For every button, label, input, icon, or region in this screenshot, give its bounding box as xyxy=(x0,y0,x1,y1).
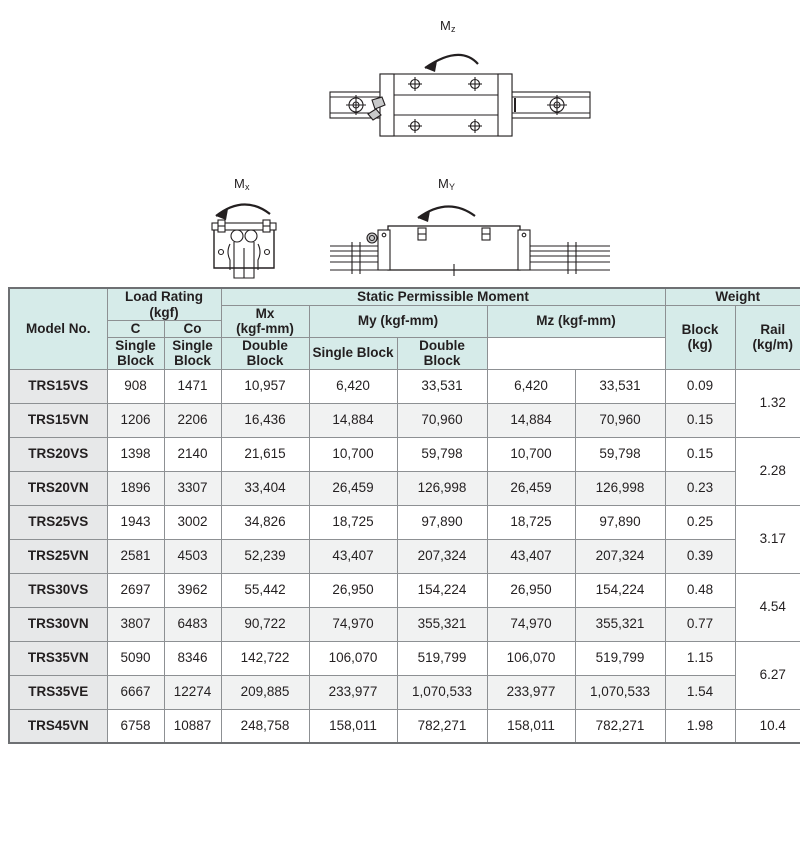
cell-c: 908 xyxy=(107,369,164,403)
cell-my-double: 207,324 xyxy=(397,539,487,573)
cell-co: 3307 xyxy=(164,471,221,505)
cell-mz-double: 207,324 xyxy=(575,539,665,573)
cell-mz-single: 26,459 xyxy=(487,471,575,505)
cell-block: 1.15 xyxy=(665,641,735,675)
cell-my-double: 154,224 xyxy=(397,573,487,607)
cell-block: 0.77 xyxy=(665,607,735,641)
cell-mx: 33,404 xyxy=(221,471,309,505)
cell-c: 3807 xyxy=(107,607,164,641)
cell-co: 2206 xyxy=(164,403,221,437)
header-load-rating xyxy=(107,288,221,321)
cell-my-single: 158,011 xyxy=(309,709,397,743)
table-row xyxy=(9,539,800,573)
cell-my-single: 106,070 xyxy=(309,641,397,675)
header-c: C xyxy=(107,321,164,338)
cell-mz-double: 70,960 xyxy=(575,403,665,437)
cell-mz-single: 26,950 xyxy=(487,573,575,607)
cell-mz-double: 519,799 xyxy=(575,641,665,675)
header-mx-line2: (kgf-mm) xyxy=(236,321,294,337)
cell-block: 0.15 xyxy=(665,437,735,471)
cell-mz-double: 782,271 xyxy=(575,709,665,743)
cell-mz-single: 106,070 xyxy=(487,641,575,675)
moment-diagrams xyxy=(0,0,800,286)
cell-mx: 55,442 xyxy=(221,573,309,607)
table-header xyxy=(9,288,800,369)
cell-my-single: 233,977 xyxy=(309,675,397,709)
table-row xyxy=(9,573,800,607)
table-body xyxy=(9,369,800,743)
cell-co: 1471 xyxy=(164,369,221,403)
cell-mz-single: 43,407 xyxy=(487,539,575,573)
cell-my-double: 519,799 xyxy=(397,641,487,675)
header-rail-weight xyxy=(735,305,800,369)
cell-model-no: TRS45VN xyxy=(9,709,107,743)
header-my: My (kgf-mm) xyxy=(309,305,487,337)
cell-model-no: TRS15VS xyxy=(9,369,107,403)
cell-mz-double: 97,890 xyxy=(575,505,665,539)
cell-mx: 10,957 xyxy=(221,369,309,403)
table-row xyxy=(9,403,800,437)
header-my-double-block: Double Block xyxy=(221,337,309,369)
header-weight: Weight xyxy=(665,288,800,305)
cell-mx: 248,758 xyxy=(221,709,309,743)
cell-mz-single: 233,977 xyxy=(487,675,575,709)
cell-my-double: 126,998 xyxy=(397,471,487,505)
cell-rail-weight: 6.27 xyxy=(735,641,800,709)
cell-model-no: TRS20VN xyxy=(9,471,107,505)
cell-mz-single: 14,884 xyxy=(487,403,575,437)
cell-c: 2581 xyxy=(107,539,164,573)
cell-mx: 34,826 xyxy=(221,505,309,539)
cell-my-double: 355,321 xyxy=(397,607,487,641)
cell-mx: 209,885 xyxy=(221,675,309,709)
cell-model-no: TRS15VN xyxy=(9,403,107,437)
cell-mz-single: 18,725 xyxy=(487,505,575,539)
cell-co: 10887 xyxy=(164,709,221,743)
cell-model-no: TRS30VS xyxy=(9,573,107,607)
cell-my-single: 18,725 xyxy=(309,505,397,539)
header-mz-single-block: Single Block xyxy=(309,337,397,369)
cell-co: 8346 xyxy=(164,641,221,675)
header-mx xyxy=(221,305,309,337)
cell-c: 1896 xyxy=(107,471,164,505)
cell-rail-weight: 3.17 xyxy=(735,505,800,573)
cell-model-no: TRS35VE xyxy=(9,675,107,709)
cell-model-no: TRS20VS xyxy=(9,437,107,471)
cell-block: 0.23 xyxy=(665,471,735,505)
cell-block: 0.39 xyxy=(665,539,735,573)
cell-mz-double: 59,798 xyxy=(575,437,665,471)
table-row xyxy=(9,709,800,743)
header-row-1 xyxy=(9,288,800,305)
header-rail-line2: (kg/m) xyxy=(752,337,794,353)
cell-co: 6483 xyxy=(164,607,221,641)
cell-my-double: 33,531 xyxy=(397,369,487,403)
cell-my-single: 26,459 xyxy=(309,471,397,505)
header-block-weight xyxy=(665,305,735,369)
cell-model-no: TRS35VN xyxy=(9,641,107,675)
header-my-single-block: Single Block xyxy=(164,337,221,369)
header-block-line1: Block xyxy=(681,321,719,337)
cell-rail-weight: 4.54 xyxy=(735,573,800,641)
cell-rail-weight: 2.28 xyxy=(735,437,800,505)
cell-block: 0.25 xyxy=(665,505,735,539)
my-diagram-drawing xyxy=(330,190,610,282)
mx-diagram-drawing xyxy=(196,190,326,282)
my-label: MY xyxy=(438,176,456,192)
specification-table xyxy=(8,287,800,744)
mx-label: Mx xyxy=(234,176,250,192)
cell-mz-single: 158,011 xyxy=(487,709,575,743)
header-co: Co xyxy=(164,321,221,338)
cell-my-single: 74,970 xyxy=(309,607,397,641)
cell-model-no: TRS30VN xyxy=(9,607,107,641)
header-mx-line1: Mx xyxy=(255,305,275,321)
cell-mz-double: 33,531 xyxy=(575,369,665,403)
cell-co: 12274 xyxy=(164,675,221,709)
header-mz: Mz (kgf-mm) xyxy=(487,305,665,337)
table-row xyxy=(9,437,800,471)
cell-c: 6667 xyxy=(107,675,164,709)
cell-co: 3962 xyxy=(164,573,221,607)
table-row xyxy=(9,505,800,539)
mz-label: Mz xyxy=(440,18,456,34)
header-rail-line1: Rail xyxy=(760,321,786,337)
cell-c: 1398 xyxy=(107,437,164,471)
cell-mz-double: 355,321 xyxy=(575,607,665,641)
cell-my-double: 70,960 xyxy=(397,403,487,437)
cell-co: 4503 xyxy=(164,539,221,573)
cell-rail-weight: 10.4 xyxy=(735,709,800,743)
cell-model-no: TRS25VN xyxy=(9,539,107,573)
cell-my-single: 14,884 xyxy=(309,403,397,437)
table-row xyxy=(9,607,800,641)
cell-model-no: TRS25VS xyxy=(9,505,107,539)
cell-mz-double: 126,998 xyxy=(575,471,665,505)
cell-mz-double: 1,070,533 xyxy=(575,675,665,709)
cell-my-double: 782,271 xyxy=(397,709,487,743)
cell-my-single: 43,407 xyxy=(309,539,397,573)
cell-block: 0.15 xyxy=(665,403,735,437)
header-mz-double-block: Double Block xyxy=(397,337,487,369)
header-load-rating-line1: Load Rating xyxy=(125,289,203,304)
cell-c: 5090 xyxy=(107,641,164,675)
cell-c: 1206 xyxy=(107,403,164,437)
cell-mx: 90,722 xyxy=(221,607,309,641)
cell-block: 1.98 xyxy=(665,709,735,743)
table-row xyxy=(9,369,800,403)
cell-c: 2697 xyxy=(107,573,164,607)
header-static-permissible-moment: Static Permissible Moment xyxy=(221,288,665,305)
cell-my-single: 26,950 xyxy=(309,573,397,607)
cell-my-double: 97,890 xyxy=(397,505,487,539)
table-row xyxy=(9,675,800,709)
mz-diagram-drawing xyxy=(310,32,610,152)
cell-block: 1.54 xyxy=(665,675,735,709)
header-mx-single-block: Single Block xyxy=(107,337,164,369)
cell-mx: 16,436 xyxy=(221,403,309,437)
cell-my-double: 1,070,533 xyxy=(397,675,487,709)
cell-rail-weight: 1.32 xyxy=(735,369,800,437)
cell-my-double: 59,798 xyxy=(397,437,487,471)
cell-mx: 142,722 xyxy=(221,641,309,675)
cell-my-single: 6,420 xyxy=(309,369,397,403)
cell-mz-double: 154,224 xyxy=(575,573,665,607)
header-block-line2: (kg) xyxy=(687,337,713,353)
cell-co: 3002 xyxy=(164,505,221,539)
cell-block: 0.48 xyxy=(665,573,735,607)
cell-mx: 21,615 xyxy=(221,437,309,471)
header-load-rating-line2: (kgf) xyxy=(149,304,179,320)
cell-mz-single: 10,700 xyxy=(487,437,575,471)
table-row xyxy=(9,641,800,675)
table-row xyxy=(9,471,800,505)
cell-my-single: 10,700 xyxy=(309,437,397,471)
cell-mz-single: 6,420 xyxy=(487,369,575,403)
header-model-no: Model No. xyxy=(9,288,107,369)
cell-co: 2140 xyxy=(164,437,221,471)
cell-mx: 52,239 xyxy=(221,539,309,573)
cell-c: 6758 xyxy=(107,709,164,743)
cell-mz-single: 74,970 xyxy=(487,607,575,641)
cell-c: 1943 xyxy=(107,505,164,539)
specification-table-container xyxy=(8,287,792,744)
cell-block: 0.09 xyxy=(665,369,735,403)
